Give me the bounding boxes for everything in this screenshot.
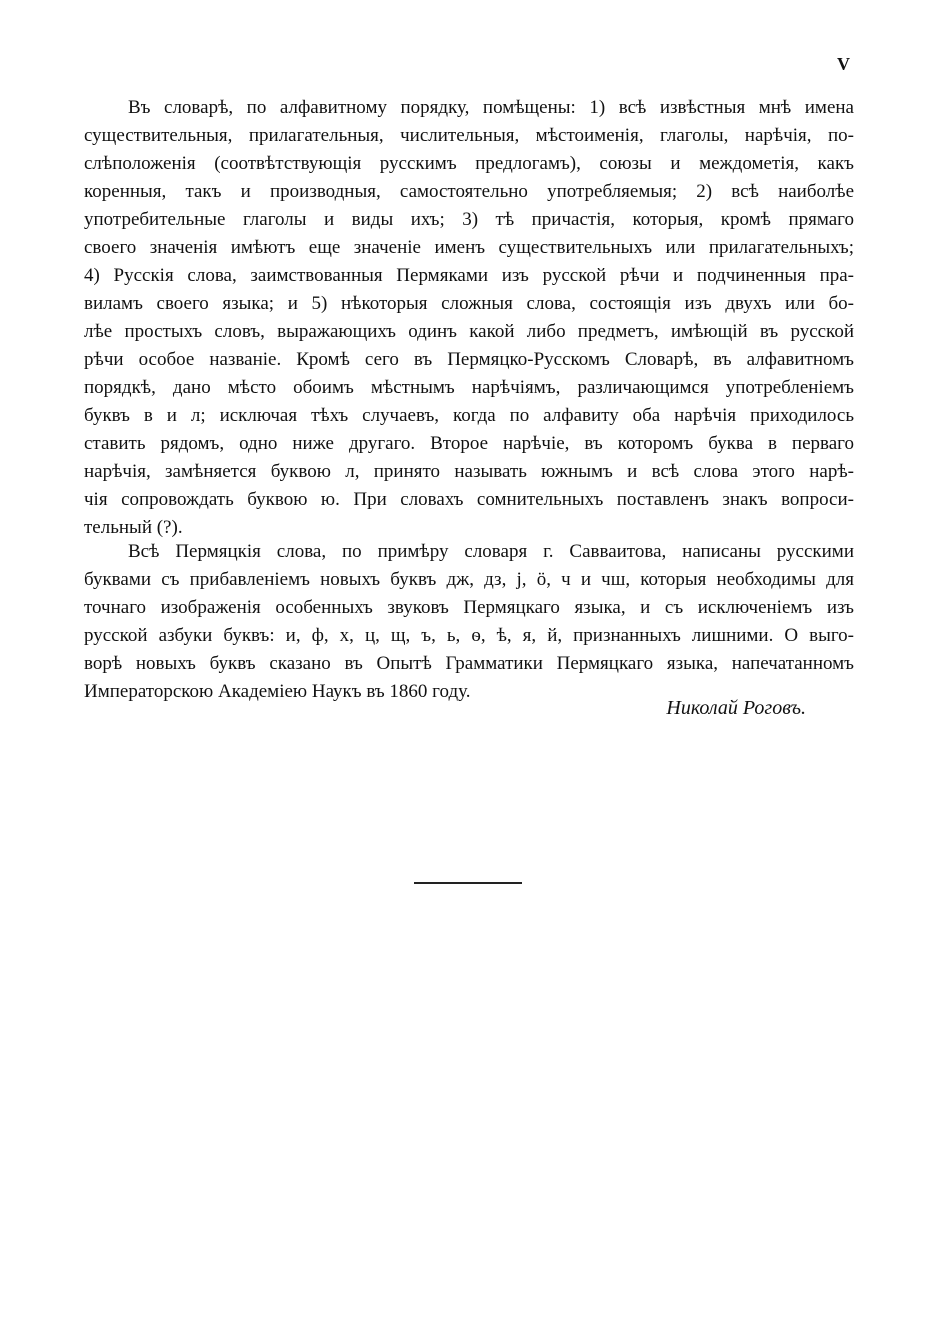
- paragraph-1: [84, 94, 854, 542]
- text-line: Императорскою Академіею Наукъ въ 1860 году.: [84, 681, 471, 702]
- text-line: точнаго изображенія особенныхъ звуковъ Пермяцкаго языка, и съ исключеніемъ изъ: [84, 597, 854, 618]
- text-line: ворѣ новыхъ буквъ сказано въ Опытѣ Грамматики Пермяцкаго языка, напечатанномъ: [84, 653, 854, 674]
- text-line: виламъ своего языка; и 5) нѣкоторыя сложныя слова, состоящія изъ двухъ или бо-: [84, 293, 854, 314]
- text-line: чія сопровождать буквою ю. При словахъ сомнительныхъ поставленъ знакъ вопроси-: [84, 489, 854, 510]
- text-line: рѣчи особое названіе. Кромѣ сего въ Пермяцко-Русскомъ Словарѣ, въ алфавитномъ: [84, 349, 854, 370]
- page-number: V: [837, 54, 850, 74]
- text-line: слѣположенія (соотвѣтствующія русскимъ предлогамъ), союзы и междометія, какъ: [84, 153, 854, 174]
- text-line: нарѣчія, замѣняется буквою л, принято называть южнымъ и всѣ слова этого нарѣ-: [84, 461, 854, 482]
- text-line: Всѣ Пермяцкія слова, по примѣру словаря г. Савваитова, написаны русскими: [128, 541, 854, 562]
- text-line: русской азбуки буквъ: и, ф, х, ц, щ, ъ, ь, ѳ, ѣ, я, й, признанныхъ лишними. О выго-: [84, 625, 854, 646]
- text-line: тельный (?).: [84, 517, 183, 538]
- section-divider: [414, 882, 522, 884]
- paragraph-2: [84, 538, 854, 706]
- text-line: употребительные глаголы и виды ихъ; 3) тѣ причастія, которыя, кромѣ прямаго: [84, 209, 854, 230]
- text-line: ставить рядомъ, одно ниже другаго. Второе нарѣчіе, въ которомъ буква в перваго: [84, 433, 854, 454]
- text-line: лѣе простыхъ словъ, выражающихъ одинъ какой либо предметъ, имѣющій въ русской: [84, 321, 854, 342]
- signature: Николай Роговъ.: [666, 697, 806, 719]
- text-line: коренныя, такъ и производныя, самостоятельно употребляемыя; 2) всѣ наиболѣе: [84, 181, 854, 202]
- text-line: 4) Русскія слова, заимствованныя Пермяками изъ русской рѣчи и подчиненныя пра-: [84, 265, 854, 286]
- text-line: буквъ в и л; исключая тѣхъ случаевъ, когда по алфавиту оба нарѣчія приходилось: [84, 405, 854, 426]
- text-line: порядкѣ, дано мѣсто обоимъ мѣстнымъ нарѣчіямъ, различающимся употребленіемъ: [84, 377, 854, 398]
- text-line: существительныя, прилагательныя, числительныя, мѣстоименія, глаголы, нарѣчія, по-: [84, 125, 854, 146]
- text-line: буквами съ прибавленіемъ новыхъ буквъ дж, дз, j, ö, ч и чш, которыя необходимы для: [84, 569, 854, 590]
- text-line: Въ словарѣ, по алфавитному порядку, помѣщены: 1) всѣ извѣстныя мнѣ имена: [128, 97, 854, 118]
- text-line: своего значенія имѣютъ еще значеніе именъ существительныхъ или прилагательныхъ;: [84, 237, 854, 258]
